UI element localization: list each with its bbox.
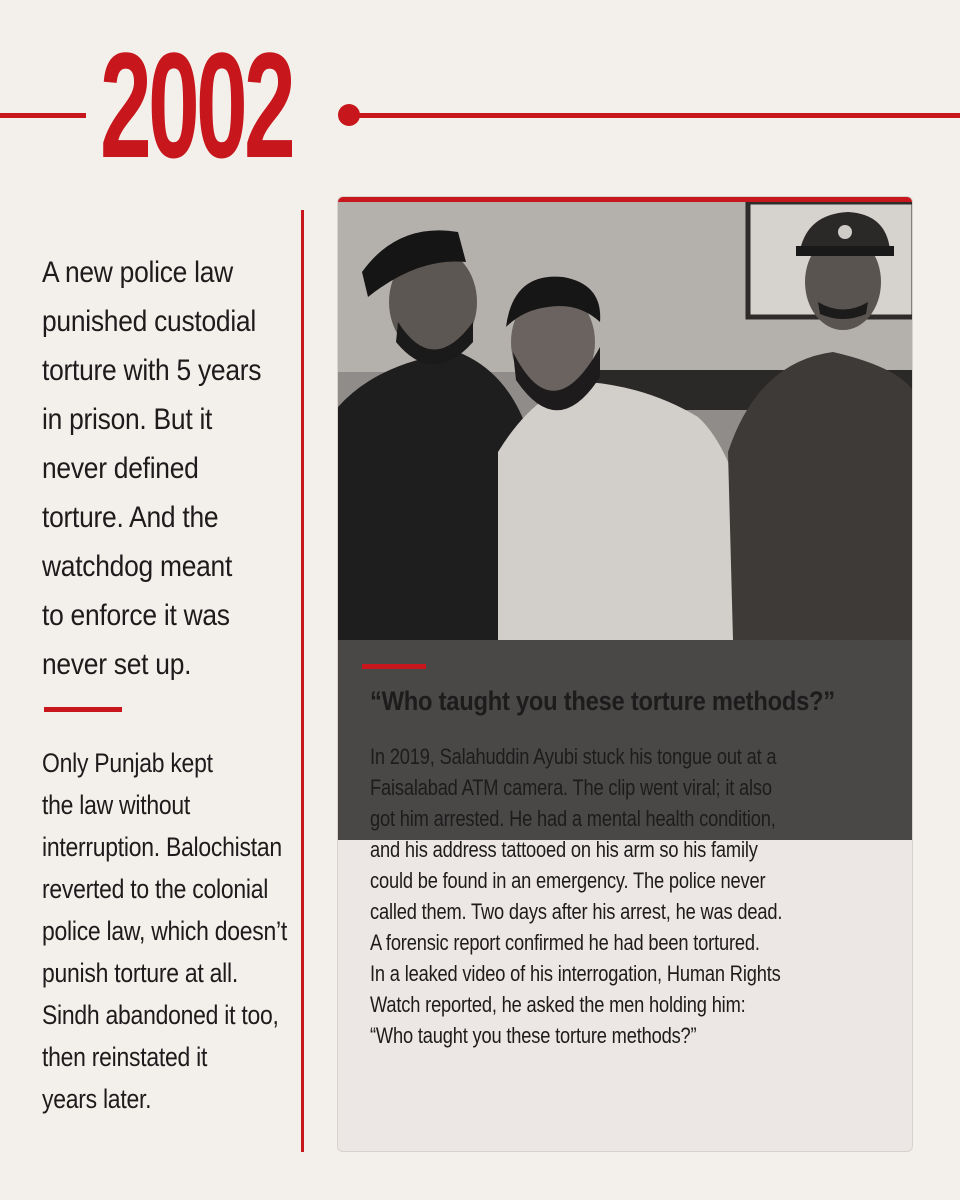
story-line: Faisalabad ATM camera. The clip went viral; it also <box>370 775 772 800</box>
year-rule-right <box>356 113 960 118</box>
detail-paragraph <box>42 742 297 1120</box>
story-line: called them. Two days after his arrest, he was dead. <box>370 899 783 924</box>
detail-line: Only Punjab kept <box>42 748 213 778</box>
detail-line: then reinstated it <box>42 1042 208 1072</box>
card-accent-rule <box>362 664 426 669</box>
intro-line: watchdog meant <box>42 550 233 583</box>
story-line: got him arrested. He had a mental health condition, <box>370 806 776 831</box>
story-line: In 2019, Salahuddin Ayubi stuck his tongue out at a <box>370 744 777 769</box>
detail-line: years later. <box>42 1084 152 1114</box>
timeline-vertical-rule <box>301 210 304 1152</box>
intro-line: punished custodial <box>42 305 256 338</box>
intro-line: to enforce it was <box>42 599 230 632</box>
intro-line: in prison. But it <box>42 403 213 436</box>
year-rule-left <box>0 113 86 118</box>
story-line: “Who taught you these torture methods?” <box>370 1023 697 1048</box>
story-line: A forensic report confirmed he had been tortured. <box>370 930 760 955</box>
year-title: 2002 <box>100 21 293 189</box>
detail-line: interruption. Balochistan <box>42 832 282 862</box>
intro-line: torture with 5 years <box>42 354 262 387</box>
story-line: and his address tattooed on his arm so his family <box>370 837 758 862</box>
detail-line: Sindh abandoned it too, <box>42 1000 279 1030</box>
story-paragraph <box>370 741 868 1051</box>
intro-line: never defined <box>42 452 199 485</box>
story-line: Watch reported, he asked the men holding him: <box>370 992 746 1017</box>
year-header <box>0 21 960 189</box>
story-line: In a leaked video of his interrogation, Human Rights <box>370 961 781 986</box>
left-divider <box>44 707 122 712</box>
intro-line: A new police law <box>42 256 233 289</box>
quote-title: “Who taught you these torture methods?” <box>370 686 835 716</box>
detail-line: the law without <box>42 790 190 820</box>
intro-paragraph <box>42 248 288 689</box>
story-card <box>337 196 913 1152</box>
photo-illustration <box>338 202 913 640</box>
intro-line: never set up. <box>42 648 192 681</box>
detail-line: police law, which doesn’t <box>42 916 287 946</box>
detail-line: reverted to the colonial <box>42 874 269 904</box>
intro-line: torture. And the <box>42 501 219 534</box>
detail-line: punish torture at all. <box>42 958 238 988</box>
story-line: could be found in an emergency. The police never <box>370 868 766 893</box>
